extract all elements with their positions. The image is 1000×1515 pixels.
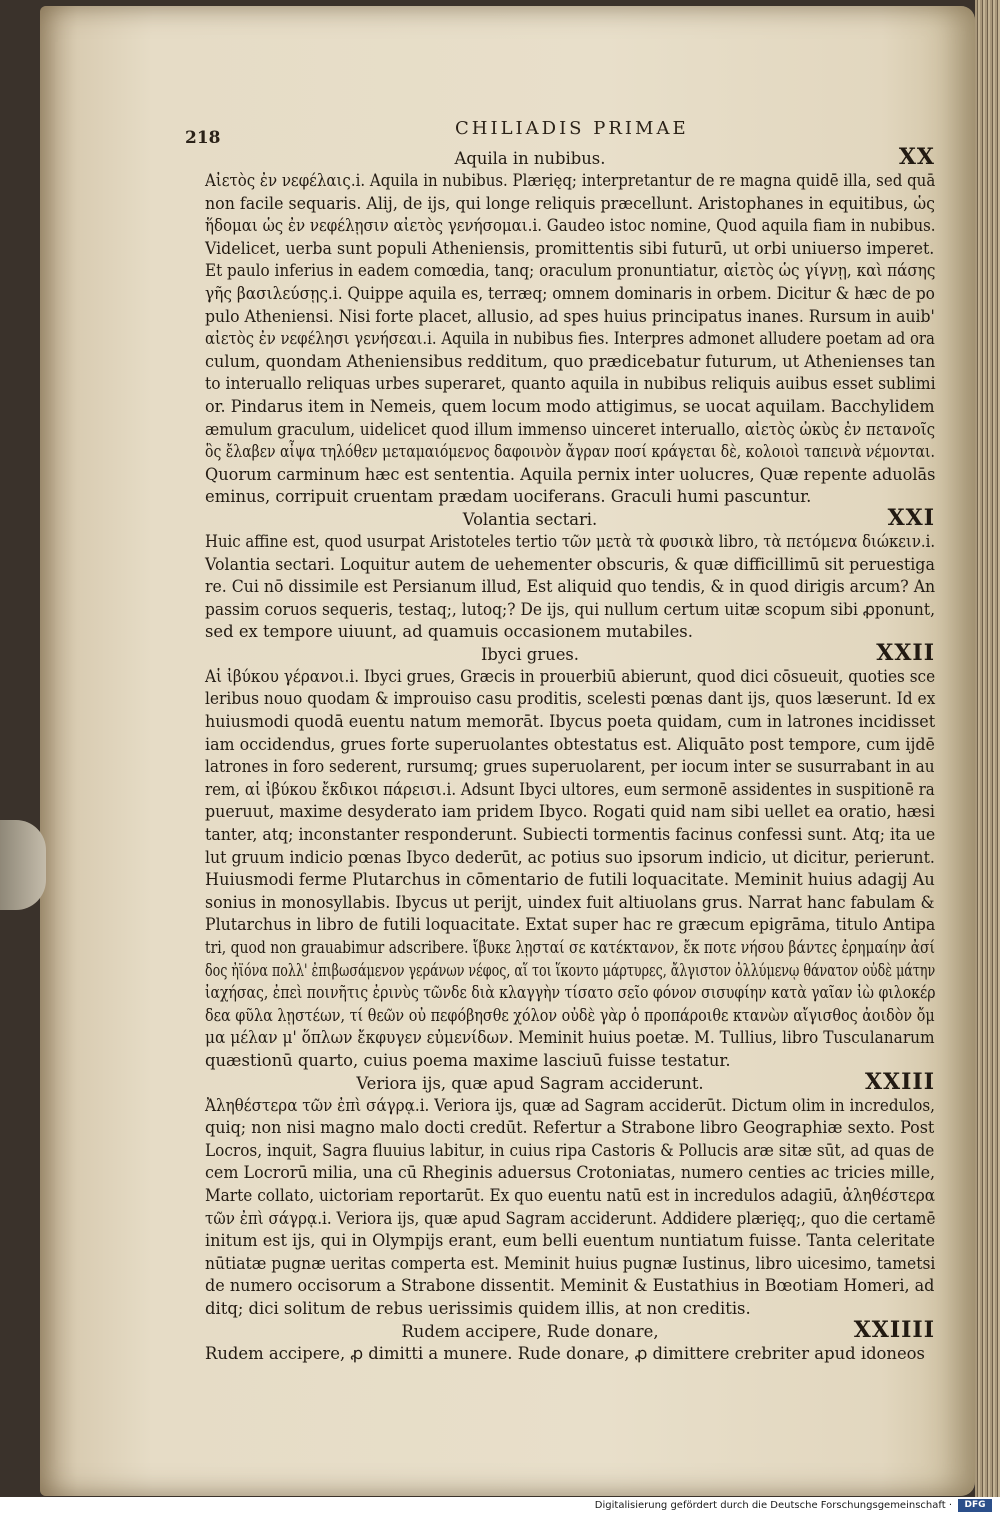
text-line: leribus nouo quodam & improuiso casu proditis, scelesti pœnas dant ijs, quos læserunt. Id ex (205, 689, 936, 709)
bookmark-ribbon (0, 820, 46, 910)
text-line: æmulum graculum, uidelicet quod illum immenso uinceret interuallo, αἰετὸς ὠκὺς ἐν πετανοῖς (205, 419, 936, 439)
text-line: rem, αἱ ἰβύκου ἔκδικοι πάρεισι.i. Adsunt Ibyci ultores, eum sermonē assidentes in suspitionē ra (205, 779, 935, 799)
text-line: or. Pindarus item in Nemeis, quem locum modo attigimus, se uocat aquilam. Bacchylidem (205, 396, 935, 416)
text-line: nūtiatæ pugnæ ueritas comperta est. Meminit huius pugnæ Iustinus, libro uicesimo, tametsi (205, 1253, 936, 1273)
text-line: sonius in monosyllabis. Ibycus ut perijt, uindex fuit altiuolans grus. Narrat hanc fabulam & (205, 892, 935, 912)
entry-numeral: XXIII (864, 1068, 935, 1095)
dfg-logo: DFG (958, 1499, 992, 1512)
entry-xxiiii (205, 1316, 935, 1366)
text-line: quæstionū quarto, cuius poema maxime lasciuū fuisse testatur. (205, 1050, 731, 1070)
text-line: culum, quondam Atheniensibus redditum, quo prædicebatur futurum, ut Athenienses tan (205, 351, 936, 371)
text-line: Volantia sectari. Loquitur autem de uehementer obscuris, & quæ difficillimū sit peruestiga (205, 554, 935, 574)
text-line: μα μέλαν μ' ὅπλων ἔκφυγεν εὐμενίδων. Meminit huius poetæ. M. Tullius, libro Tusculanarum (205, 1028, 935, 1048)
text-line: tanter, atq; inconstanter responderunt. Subiecti tormentis facinus confessi sunt. Atq; ita ue (205, 825, 936, 845)
text-line: Rudem accipere, ꝓ dimitti a munere. Rude donare, ꝓ dimittere crebriter apud idoneos (205, 1343, 925, 1363)
text-line: passim coruos sequeris, testaq;, lutoq;? De ijs, qui nullum certum uitæ scopum sibi ꝓponunt, (205, 599, 936, 619)
text-line: Ἀληθέστερα τῶν ἐπὶ σάγρᾳ.i. Veriora ijs, quæ ad Sagram acciderūt. Dictum olim in incredulos, (205, 1095, 935, 1115)
entry-title: Rudem accipere, Rude donare, (401, 1321, 659, 1341)
text-line: Marte collato, uictoriam reportarūt. Ex quo euentu natū est in incredulos adagiū, ἀληθέστερα (205, 1185, 936, 1205)
text-line: γῆς βασιλεύσῃς.i. Quippe aquila es, terræq; omnem dominaris in orbem. Dicitur & hæc de po (205, 283, 935, 303)
text-line: Plutarchus in libro de futili loquacitate. Extat super hac re græcum epigrāma, titulo Antipa (205, 915, 936, 935)
entry-title: Volantia sectari. (462, 509, 598, 529)
entry-numeral: XXI (887, 504, 935, 531)
text-line: iam occidendus, grues forte superuolantes obtestatus est. Aliquāto post tempore, cum ijdē (205, 734, 935, 754)
page-text (205, 144, 936, 1365)
text-line: ὃς ἔλαβεν αἶψα τηλόθεν μεταμαιόμενος δαφοινὸν ἄγραν ποσί κράγεται δὲ, κολοιοὶ ταπεινὰ νέμονται. (205, 442, 935, 462)
text-line: Huiusmodi ferme Plutarchus in cōmentario de futili loquacitate. Meminit huius adagij Au (205, 870, 935, 890)
text-line: pulo Atheniensi. Nisi forte placet, allusio, ad spes huius principatus inanes. Rursum in auib' (205, 306, 935, 326)
text-line: Locros, inquit, Sagra fluuius labitur, in cuius ripa Castoris & Pollucis aræ sitæ sūt, ad quas de (205, 1140, 935, 1160)
text-line: ditq; dici solitum de rebus uerissimis quidem illis, at non creditis. (205, 1298, 751, 1318)
entry-xx (205, 144, 936, 509)
text-line: αἰετὸς ἐν νεφέλησι γενήσεαι.i. Aquila in nubibus fies. Interpres admonet alludere poetam ad ora (205, 329, 935, 349)
entry-title: Aquila in nubibus. (454, 149, 606, 168)
entry-xxiii (205, 1068, 936, 1321)
footer-credit: Digitalisierung gefördert durch die Deutsche Forschungsgemeinschaft · (594, 1500, 952, 1511)
text-line: Quorum carminum hæc est sententia. Aquila pernix inter uolucres, Quæ repente aduolās (205, 464, 936, 484)
text-line: Huic affine est, quod usurpat Aristoteles tertio τῶν μετὰ τὰ φυσικὰ libro, τὰ πετόμενα διώκειν.i. (205, 531, 936, 551)
text-line: huiusmodi quodā euentu natum memorāt. Ibycus poeta quidam, cum in latrones incidisset (205, 712, 936, 732)
text-line: latrones in foro sederent, rursumq; grues superuolarent, per iocum inter se susurrabant in au (205, 757, 935, 777)
entry-title: Ibyci grues. (480, 644, 580, 664)
entry-title: Veriora ijs, quæ apud Sagram acciderunt. (356, 1073, 704, 1093)
text-line: eminus, corripuit cruentam prædam uociferans. Graculi humi pascuntur. (205, 487, 812, 507)
text-line: τῶν ἐπὶ σάγρᾳ.i. Veriora ijs, quæ apud Sagram acciderunt. Addidere plærięq;, quo die certamē (205, 1208, 936, 1228)
text-line: to interuallo reliquas urbes superaret, quanto aquila in nubibus reliquis auibus esset sublimi (205, 374, 936, 394)
entry-numeral: XXII (876, 639, 935, 666)
text-line: Videlicet, uerba sunt populi Atheniensis, promittentis sibi futurū, ut orbi uniuerso imperet. (205, 238, 935, 258)
entry-xxii (205, 639, 936, 1073)
entry-numeral: XX (898, 144, 935, 170)
text-line: cem Locrorū milia, una cū Rheginis aduersus Crotoniatas, numero centies ac tricies mille, (205, 1163, 936, 1183)
text-line: δος ἠϊόνα πολλ' ἐπιβωσάμενον γεράνων νέφος, αἵ τοι ἵκοντο μάρτυρες, ἄλγιστον ὀλλύμενῳ θάνατον οὐδὲ μάτην (205, 960, 936, 980)
text-line: sed ex tempore uiuunt, ad quamuis occasionem mutabiles. (205, 622, 693, 642)
entry-xxi (205, 504, 936, 644)
text-line: initum est ijs, qui in Olympijs erant, eum belli euentum nuntiatum fuisse. Tanta celeritate (205, 1231, 936, 1251)
text-line: de numero occisorum a Strabone dissentit. Meminit & Eustathius in Bœotiam Homeri, ad (205, 1276, 935, 1296)
text-line: Αἰετὸς ἐν νεφέλαις.i. Aquila in nubibus. Plærięq; interpretantur de re magna quidē illa, sed quā (205, 171, 936, 190)
running-head: CHILIADIS PRIMAE (455, 118, 689, 139)
text-line: pueruut, maxime desyderato iam pridem Ibyco. Rogati quid nam sibi uellet ea oratio, hæsi (205, 802, 935, 822)
text-line: quiq; non nisi magno malo docti credūt. Refertur a Strabone libro Geographiæ sexto. Post (205, 1118, 935, 1138)
text-line: lut gruum indicio pœnas Ibyco dederūt, ac potius suo ipsorum indicio, ut dicitur, perierunt. (205, 847, 935, 867)
text-line: Et paulo inferius in eadem comœdia, tanq; oraculum pronuntiatur, αἰετὸς ὡς γίγνῃ, καὶ πάσης (205, 261, 936, 281)
text-line: Αἱ ἰβύκου γέρανοι.i. Ibyci grues, Græcis in prouerbiū abierunt, quod dici cōsueuit, quoties sce (205, 666, 936, 686)
entry-numeral: XXIIII (853, 1316, 935, 1343)
text-line: ἰαχήσας, ἐπεὶ ποινῆτις ἐρινὺς τῶνδε διὰ κλαγγὴν τίσατο σεῖο φόνον σισυφίην κατὰ γαῖαν ἰὼ φιλοκέρ (205, 983, 936, 1003)
text-line: tri, quod non grauabimur adscribere. ἴβυκε λῃσταί σε κατέκτανον, ἔκ ποτε νήσου βάντες ἐρημαίην ἀσί (205, 938, 936, 957)
page-number: 218 (185, 128, 221, 148)
text-line: ἥδομαι ὡς ἐν νεφέλῃσιν αἰετὸς γενήσομαι.i. Gaudeo istoc nomine, Quod aquila fiam in nubibus. (205, 216, 936, 236)
text-line: δεα φῦλα λῃστέων, τί θεῶν οὐ πεφόβησθε χόλον οὐδὲ γὰρ ὁ προπάροιθε κτανὼν αἴγισθος ἀοιδὸν ὄμ (205, 1005, 935, 1025)
page-edges (975, 0, 1000, 1515)
text-line: non facile sequaris. Alij, de ijs, qui longe reliquis præcellunt. Aristophanes in equitibus, ὡς (205, 193, 936, 213)
text-line: re. Cui nō dissimile est Persianum illud, Est aliquid quo tendis, & in quod dirigis arcum? An (205, 577, 936, 597)
